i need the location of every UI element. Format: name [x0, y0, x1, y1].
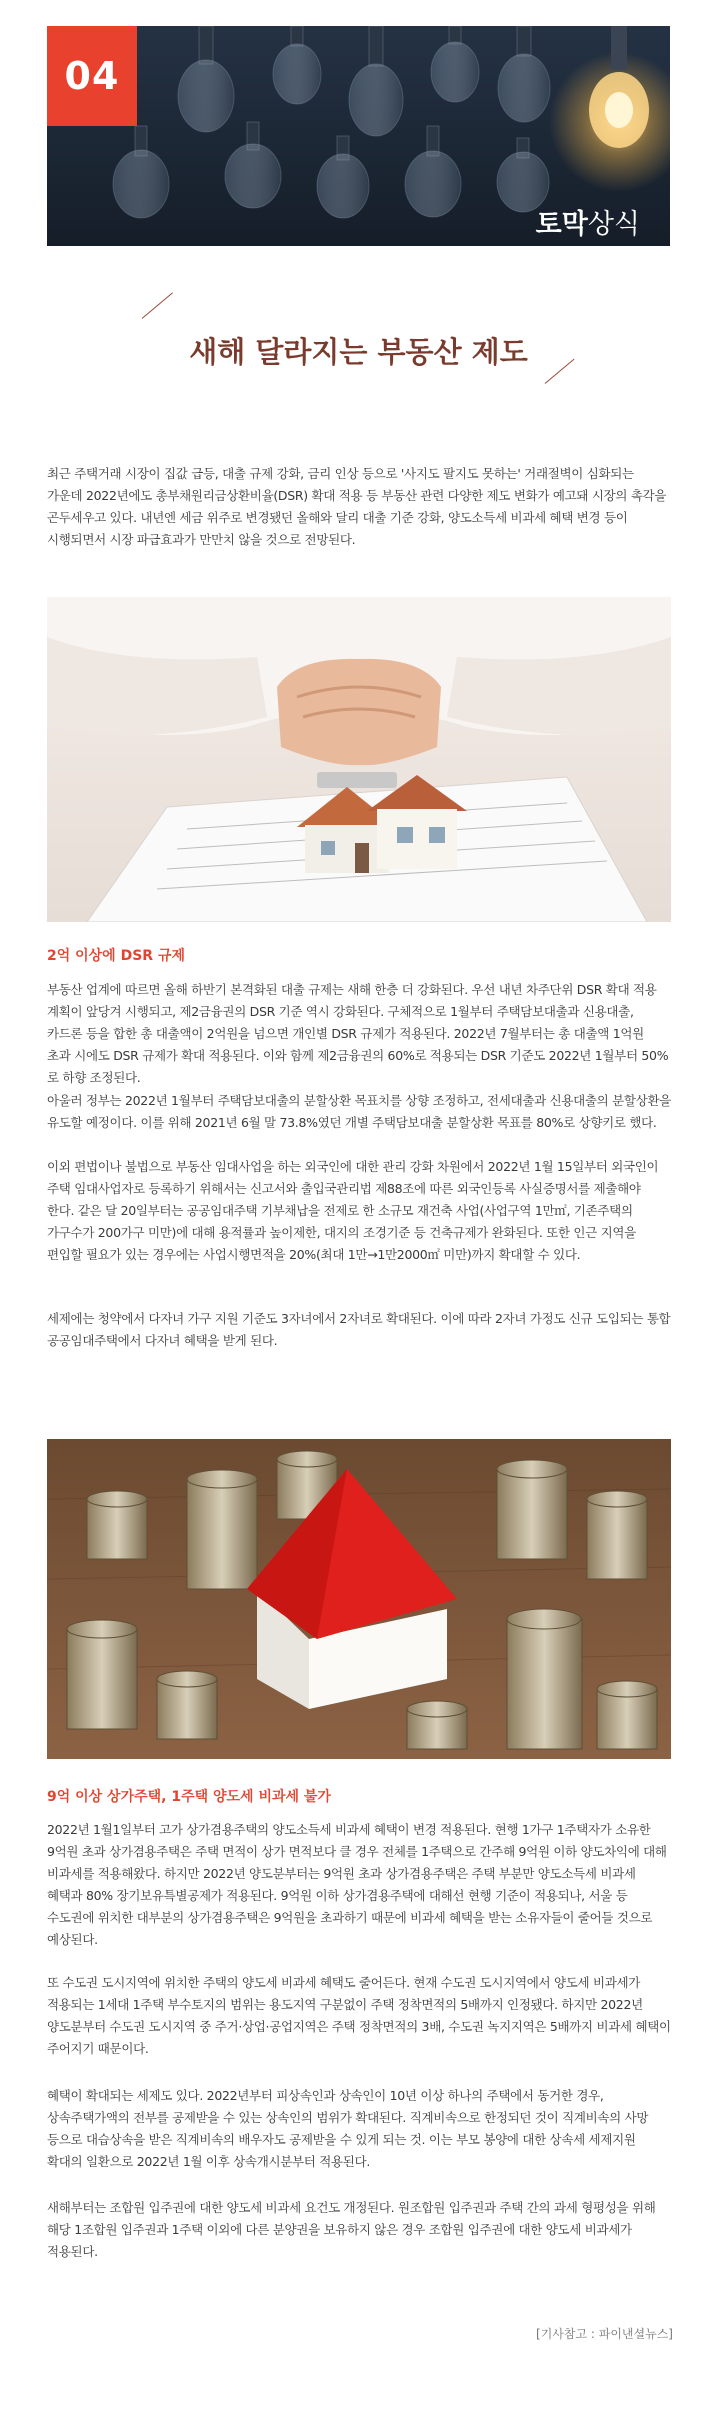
- section2-paragraph-4: 새해부터는 조합원 입주권에 대한 양도세 비과세 요건도 개정된다. 원조합원 입주권과 주택 간의 과세 형평성을 위해 해당 1조합원 입주권과 1주택 이외에 다른 분양권을 보유하지 않은 경우 조합원 입주권에 대한 양도세 비과세가 적용된다.: [47, 2200, 656, 2259]
- section2-paragraph-2: 또 수도권 도시지역에 위치한 주택의 양도세 비과세 혜택도 줄어든다. 현재 수도권 도시지역에서 양도세 비과세가 적용되는 1세대 1주택 부수토지의 범위는 용도지역 구분없이 주택 정착면적의 5배까지 인정됐다. 하지만 2022년 양도분부터 수도권 도시지역 중 주거·상업·공업지역은 주택 정착면적의 3배, 수도권 녹지지역은 5배까지 비과세 혜택이 주어지기 때문이다.: [47, 1975, 671, 2056]
- header-banner: [47, 26, 670, 246]
- section1-paragraph-1: 부동산 업계에 따르면 올해 하반기 본격화된 대출 규제는 새해 한층 더 강화된다. 우선 내년 차주단위 DSR 확대 적용 계획이 앞당겨 시행되고, 제2금융권의 DSR 기준 역시 강화된다. 구체적으로 1월부터 주택담보대출과 신용대출, 카드론 등을 합한 총 대출액이 2억원을 넘으면 개인별 DSR 규제가 적용된다. 2022년 7월부터는 총 대출액 1억원 초과 시에도 DSR 규제가 확대 적용된다. 이와 함께 제2금융권의 60%로 적용되는 DSR 기준도 2022년 1월부터 50%로 하향 조정된다.: [47, 982, 669, 1085]
- section1-paragraph-3: 이외 편법이나 불법으로 부동산 임대사업을 하는 외국인에 대한 관리 강화 차원에서 2022년 1월 15일부터 외국인이 주택 임대사업자로 등록하기 위해서는 신고서와 출입국관리법 제88조에 따른 외국인등록 사실증명서를 제출해야 한다. 같은 달 20일부터는 공공임대주택 기부채납을 전제로 한 소규모 재건축 사업(사업구역 1만㎡, 기존주택의 가구수가 200가구 미만)에 대해 용적률과 높이제한, 대지의 조경기준 등 건축규제가 완화된다. 또한 인근 지역을 편입할 필요가 있는 경우에는 사업시행면적을 20%(최대 1만→1만2000㎡ 미만)까지 확대할 수 있다.: [47, 1159, 659, 1262]
- section1-paragraph-2: 아울러 정부는 2022년 1월부터 주택담보대출의 분할상환 목표치를 상향 조정하고, 전세대출과 신용대출의 분할상환을 유도할 예정이다. 이를 위해 2021년 6월 말 73.8%였던 개별 주택담보대출 분할상환 목표를 80%로 상향키로 했다.: [47, 1093, 671, 1130]
- title-deco-line-left: [142, 292, 173, 318]
- article-title: 새해 달라지는 부동산 제도: [189, 335, 528, 369]
- section2-paragraph-3: 혜택이 확대되는 세제도 있다. 2022년부터 피상속인과 상속인이 10년 이상 하나의 주택에서 동거한 경우, 상속주택가액의 전부를 공제받을 수 있는 상속인의 범위가 확대된다. 직계비속으로 한정되던 것이 직계비속의 사망 등으로 대습상속을 받은 직계비속의 배우자도 공제받을 수 있게 되는 것. 이는 부모 봉양에 대한 상속세 세제지원 확대의 일환으로 2022년 1월 이후 상속개시분부터 적용된다.: [47, 2088, 649, 2169]
- section1-heading: 2억 이상에 DSR 규제: [47, 948, 185, 964]
- section1-paragraph-4: 세제에는 청약에서 다자녀 가구 지원 기준도 3자녀에서 2자녀로 확대된다. 이에 따라 2자녀 가정도 신규 도입되는 통합 공공임대주택에서 다자녀 혜택을 받게 된다.: [47, 1311, 671, 1348]
- section2-heading: 9억 이상 상가주택, 1주택 양도세 비과세 불가: [47, 1789, 331, 1805]
- article-source: [기사참고 : 파이낸셜뉴스]: [536, 2327, 673, 2341]
- section-number: 04: [64, 54, 120, 98]
- photo-house-and-coins: [47, 1439, 671, 1759]
- brand-bold-text: 토막: [535, 209, 588, 240]
- section2-paragraph-1: 2022년 1월1일부터 고가 상가겸용주택의 양도소득세 비과세 혜택이 변경 적용된다. 현행 1가구 1주택자가 소유한 9억원 초과 상가겸용주택은 주택 면적이 상가 면적보다 클 경우 전체를 1주택으로 간주해 9억원 이하 양도차익에 대해 비과세를 적용해왔다. 하지만 2022년 양도분부터는 9억원 초과 상가겸용주택은 주택 부분만 양도소득세 비과세 혜택과 80% 장기보유특별공제가 적용된다. 9억원 이하 상가겸용주택에 대해선 현행 기준이 적용되나, 서울 등 수도권에 위치한 대부분의 상가겸용주택은 9억원을 초과하기 때문에 비과세 혜택을 받는 소유자들이 줄어들 것으로 예상된다.: [47, 1822, 667, 1947]
- section-number-badge: [47, 26, 137, 126]
- intro-paragraph: 최근 주택거래 시장이 집값 급등, 대출 규제 강화, 금리 인상 등으로 '사지도 팔지도 못하는' 거래절벽이 심화되는 가운데 2022년에도 총부채원리금상환비율(DSR) 확대 적용 등 부동산 관련 다양한 제도 변화가 예고돼 시장의 촉각을 곤두세우고 있다. 내년엔 세금 위주로 변경됐던 올해와 달리 대출 기준 강화, 양도소득세 비과세 혜택 변경 등이 시행되면서 시장 파급효과가 만만치 않을 것으로 전망된다.: [47, 466, 667, 547]
- brand-light-text: 상식: [587, 209, 640, 240]
- photo-hands-over-house: [47, 597, 671, 922]
- series-brand: [536, 202, 640, 241]
- house-coins-image: [47, 1439, 671, 1759]
- house-and-hands-image: [47, 597, 671, 922]
